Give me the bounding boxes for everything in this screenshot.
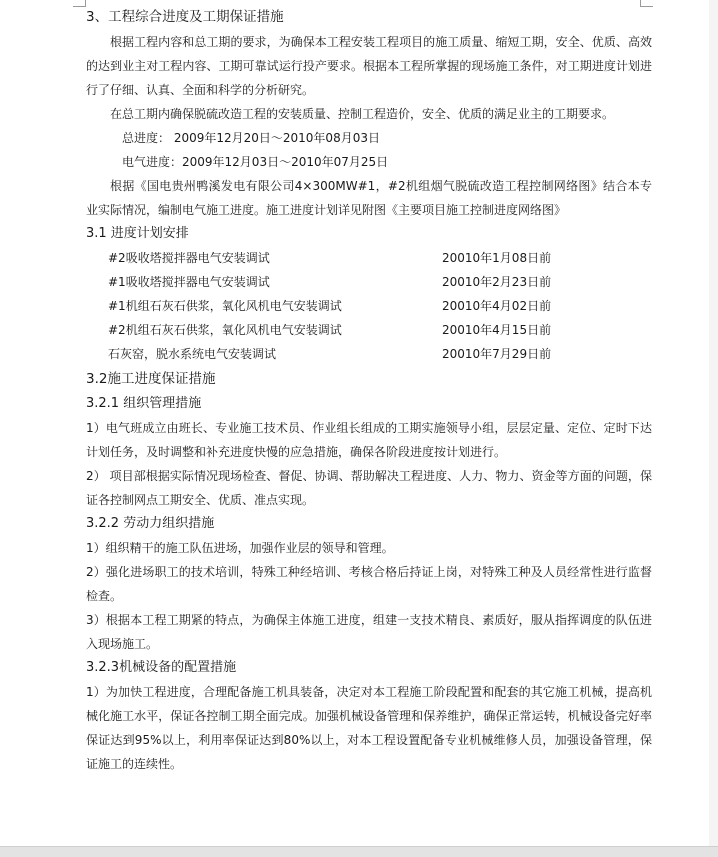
heading-3-2-1: 3.2.1 组织管理措施 <box>86 396 202 411</box>
schedule-row <box>86 270 652 294</box>
paragraph-goal: 在总工期内确保脱硫改造工程的安装质量、控制工程造价，安全、优质的满足业主的工期要求。 <box>110 107 615 121</box>
schedule-date: 20010年2月23日前 <box>442 275 552 289</box>
heading-3-1: 3.1 进度计划安排 <box>86 226 189 241</box>
schedule-row <box>86 246 652 270</box>
schedule-row <box>86 342 652 366</box>
paragraph-intro: 根据工程内容和总工期的要求，为确保本工程安装工程项目的施工质量、缩短工期，安全、优质、高效的达到业主对工程内容、工期可靠试运行投产要求。根据本工程所掌握的现场施工条件，对工期进度计划进行了仔细、认真、全面和科学的分析研究。 <box>86 35 652 97</box>
paragraph-322-1: 1）组织精干的施工队伍进场，加强作业层的领导和管理。 <box>86 541 394 555</box>
heading-3-2-3: 3.2.3机械设备的配置措施 <box>86 660 237 675</box>
page-corner-mark-left <box>73 0 86 7</box>
heading-3-2-2: 3.2.2 劳动力组织措施 <box>86 516 215 531</box>
paragraph-322-3: 3）根据本工程工期紧的特点，为确保主体施工进度，组建一支技术精良、素质好，服从指挥调度的队伍进入现场施工。 <box>86 613 652 651</box>
schedule-date: 20010年7月29日前 <box>442 347 552 361</box>
total-schedule: 总进度： 2009年12月20日～2010年08月03日 <box>122 131 380 145</box>
document-page <box>86 4 652 776</box>
schedule-date: 20010年4月02日前 <box>442 299 552 313</box>
schedule-item: 石灰窑，脱水系统电气安装调试 <box>108 347 277 361</box>
paragraph-basis: 根据《国电贵州鸭溪发电有限公司4×300MW#1，#2机组烟气脱硫改造工程控制网络图》结合本专业实际情况，编制电气施工进度。施工进度计划详见附图《主要项目施工控制进度网络图》 <box>86 179 652 217</box>
schedule-item: #1吸收塔搅拌器电气安装调试 <box>108 275 270 289</box>
schedule-item: #2机组石灰石供浆，氧化风机电气安装调试 <box>108 323 342 337</box>
heading-3-2: 3.2施工进度保证措施 <box>86 371 216 387</box>
heading-section-3: 3、工程综合进度及工期保证措施 <box>86 9 284 25</box>
schedule-date: 20010年1月08日前 <box>442 251 552 265</box>
paragraph-321-1: 1）电气班成立由班长、专业施工技术员、作业组长组成的工期实施领导小组，层层定量、定位、定时下达计划任务，及时调整和补充进度快慢的应急措施，确保各阶段进度按计划进行。 <box>86 421 652 459</box>
paragraph-322-2: 2）强化进场职工的技术培训，特殊工种经培训、考核合格后持证上岗，对特殊工种及人员经常性进行监督检查。 <box>86 565 652 603</box>
vertical-scrollbar[interactable] <box>709 0 718 846</box>
schedule-item: #2吸收塔搅拌器电气安装调试 <box>108 251 270 265</box>
paragraph-321-2: 2） 项目部根据实际情况现场检查、督促、协调、帮助解决工程进度、人力、物力、资金等方面的问题，保证各控制网点工期安全、优质、准点实现。 <box>86 469 652 507</box>
schedule-date: 20010年4月15日前 <box>442 323 552 337</box>
schedule-row <box>86 318 652 342</box>
paragraph-323-1: 1）为加快工程进度，合理配备施工机具装备，决定对本工程施工阶段配置和配套的其它施工机械，提高机械化施工水平，保证各控制工期全面完成。加强机械设备管理和保养维护，确保正常运转，机械设备完好率保证达到95%以上，利用率保证达到80%以上，对本工程设置配备专业机械维修人员，加强设备管理，保证施工的连续性。 <box>86 685 652 771</box>
schedule-list <box>86 246 652 366</box>
electrical-schedule: 电气进度：2009年12月03日～2010年07月25日 <box>122 155 389 169</box>
schedule-row <box>86 294 652 318</box>
schedule-item: #1机组石灰石供浆，氧化风机电气安装调试 <box>108 299 342 313</box>
page-bottom-edge <box>0 846 718 857</box>
